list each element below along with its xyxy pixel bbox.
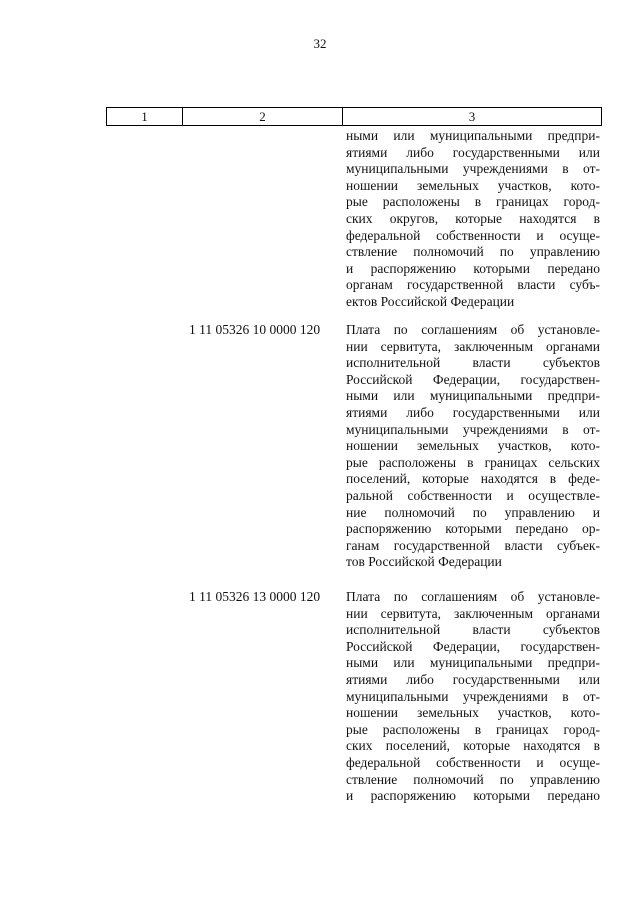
description-line: муниципальными учреждениями в от- — [346, 421, 600, 437]
description-line: распоряжению которыми передано ор- — [346, 521, 600, 537]
description-line: ских поселений, которые находятся в — [346, 738, 600, 754]
description-line: ганам государственной власти субъек- — [346, 537, 600, 553]
description-line: органам государственной власти субъ- — [346, 277, 600, 293]
description-line: нии сервитута, заключенным органами — [346, 605, 600, 621]
description-line: и распоряжению которыми передано — [346, 260, 600, 276]
description-line: ными или муниципальными предпри- — [346, 388, 600, 404]
description-line: и распоряжению которыми передано — [346, 788, 600, 804]
description-line: ние полномочий по управлению и — [346, 504, 600, 520]
page-number: 32 — [313, 36, 327, 51]
description-line: Плата по соглашениям об установле- — [346, 589, 600, 604]
table-header-col-2: 2 — [183, 108, 343, 125]
description-line: ятиями либо государственными или — [346, 144, 600, 160]
description-line: ствление полномочий по управлению — [346, 771, 600, 787]
description-line: тов Российской Федерации — [346, 554, 502, 570]
description-line: ными или муниципальными предпри- — [346, 128, 600, 143]
description-line: рые расположены в границах город- — [346, 194, 600, 210]
description-line: ношении земельных участков, кото- — [346, 177, 600, 193]
description-line: ятиями либо государственными или — [346, 404, 600, 420]
description-line: Российской Федерации, государствен- — [346, 371, 600, 387]
description-line: федеральной собственности и осуще- — [346, 754, 600, 770]
description-line: рые расположены в границах сельских — [346, 454, 600, 470]
description-line: ектов Российской Федерации — [346, 293, 515, 309]
description-line: ских округов, которые находятся в — [346, 210, 600, 226]
description-line: ствление полномочий по управлению — [346, 244, 600, 260]
description-line: поселений, которые находятся в феде- — [346, 471, 600, 487]
row-description — [346, 589, 600, 805]
description-line: ношении земельных участков, кото- — [346, 705, 600, 721]
description-line: исполнительной власти субъектов — [346, 622, 600, 638]
description-line: рые расположены в границах город- — [346, 721, 600, 737]
description-line: ношении земельных участков, кото- — [346, 438, 600, 454]
table-header-col-1: 1 — [107, 108, 183, 125]
table-header-row — [106, 107, 602, 126]
description-line: Российской Федерации, государствен- — [346, 638, 600, 654]
description-line: Плата по соглашениям об установле- — [346, 322, 600, 337]
description-line: ными или муниципальными предпри- — [346, 655, 600, 671]
table-header-col-3: 3 — [468, 109, 476, 124]
description-line: муниципальными учреждениями в от- — [346, 688, 600, 704]
row-code: 1 11 05326 10 0000 120 — [189, 322, 321, 337]
description-line: ятиями либо государственными или — [346, 671, 600, 687]
row-code: 1 11 05326 13 0000 120 — [189, 589, 321, 604]
description-line: федеральной собственности и осуще- — [346, 227, 600, 243]
description-line: нии сервитута, заключенным органами — [346, 338, 600, 354]
description-line: ральной собственности и осуществле- — [346, 487, 600, 503]
row-description — [346, 322, 600, 571]
row-description — [346, 128, 600, 311]
description-line: муниципальными учреждениями в от- — [346, 161, 600, 177]
description-line: исполнительной власти субъектов — [346, 355, 600, 371]
